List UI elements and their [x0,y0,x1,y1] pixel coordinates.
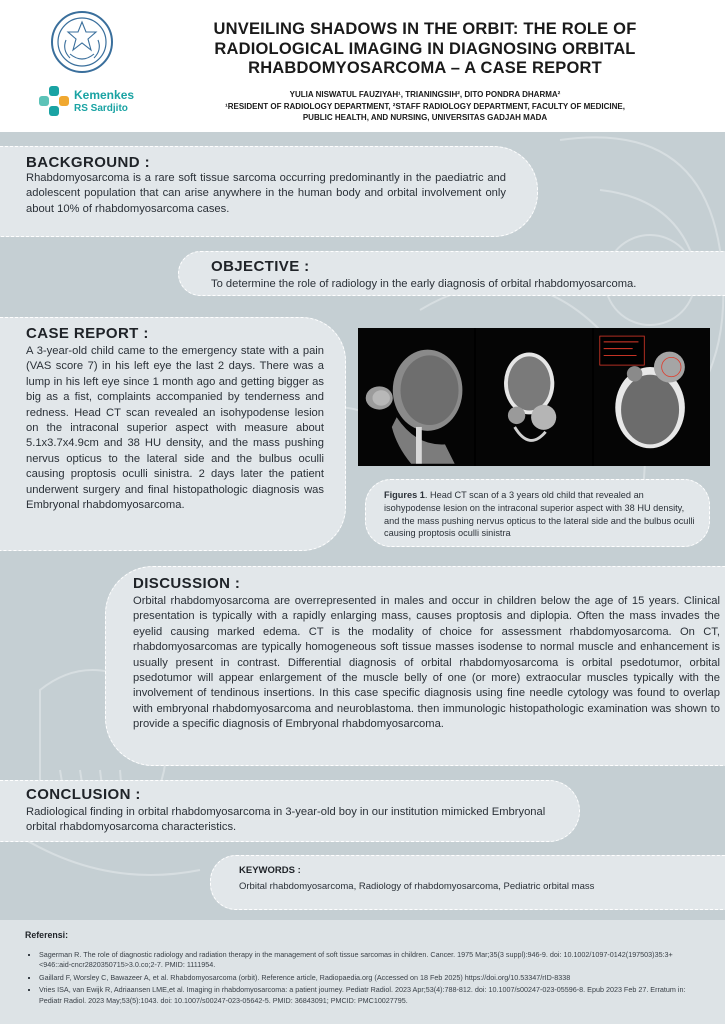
authors-line: YULIA NISWATUL FAUZIYAH¹, TRIANINGSIH², DITO PONDRA DHARMA² [289,90,561,99]
keywords-section [210,855,725,910]
ct-image-sagittal [358,328,474,466]
background-heading: BACKGROUND : [26,154,150,171]
figure-caption-text: . Head CT scan of a 3 years old child that revealed an isohypodense lesion on the intraconal superior aspect with 38 HU density, and the mass pushing nervus opticus to the lateral side and the bulbus oculli causing proptosis oculli sinistra [384,490,695,539]
rs-sardjito-name: RS Sardjito [74,103,128,114]
kemenkes-logo [38,85,158,119]
case-report-heading: CASE REPORT : [26,325,149,342]
poster-header [0,0,725,132]
ct-image-axial [594,328,710,466]
references-section [0,920,725,1024]
conclusion-text: Radiological finding in orbital rhabdomyosarcoma in 3-year-old boy in our institution mimicked Embryonal orbital rhabdomyosarcoma characteristics. [26,806,546,834]
ct-image-coronal [476,328,592,466]
case-report-text: A 3-year-old child came to the emergency state with a pain (VAS score 7) in his left eye the last 2 days. There was a lump in his left eye since 1 month ago and getting bigger as big as a fist, complaints accompanied by tenderness and redness. Head CT scan revealed an isohypodense lesion on the intraconal superior aspect with measure about 5.1x3.7x4.9cm and 38 HU density, and the mass pushing nervus opticus to the lateral side and the bulbus oculli causing proptosis oculli sinistra. 2 days later the patient underwent surgery and final histopathologic diagnosis was Embryonal rhabdomyosarcoma. [26,345,324,512]
reference-item: ▪ Vries ISA, van Ewijk R, Adriaansen LME,et al. Imaging in rhabdomyosarcoma: a patient journey. Pediatr Radiol. 2023 Apr;53(4):788-812. doi: 10.1007/s00247-023-05596-8. Epub 2023 Feb 27. Erratum in: Pediatr Radiol. 2023 May;53(5):1043. doi: 10.1007/s00247-023-05642-5. PMID: 36843091; PMCID: PMC10027795. [39,985,703,1006]
case-report-section [0,317,346,551]
conclusion-heading: CONCLUSION : [26,786,141,803]
objective-section [178,251,725,296]
objective-text: To determine the role of radiology in the early diagnosis of orbital rhabdomyosarcoma. [211,278,637,290]
conclusion-section [0,780,580,842]
reference-item: ▪ Gaillard F, Worsley C, Bawazeer A, et al. Rhabdomyosarcoma (orbit). Reference article, Radiopaedia.org (Accessed on 18 Feb 2025) https://doi.org/10.53347/rID-8338 [39,973,703,983]
kemenkes-name: Kemenkes [74,88,135,102]
figure-caption [384,489,696,540]
references-heading: Referensi: [25,930,69,940]
discussion-section [105,566,725,766]
affiliation-line-1: ¹RESIDENT OF RADIOLOGY DEPARTMENT, ²STAFF RADIOLOGY DEPARTMENT, FACULTY OF MEDICINE, [225,101,625,111]
author-block [190,89,660,124]
ugm-seal-logo [50,10,114,74]
background-text: Rhabdomyosarcoma is a rare soft tissue sarcoma occurring predominantly in the paediatric and adolescent population that can arise anywhere in the human body and orbital involvement only about 10% of rhabdomyosarcoma cases. [26,172,506,215]
affiliation-line-2: PUBLIC HEALTH, AND NURSING, UNIVERSITAS GADJAH MADA [302,113,548,122]
keywords-text: Orbital rhabdomyosarcoma, Radiology of rhabdomyosarcoma, Pediatric orbital mass [239,881,595,892]
kemenkes-mark-icon [38,85,70,117]
objective-heading: OBJECTIVE : [211,258,310,275]
keywords-heading: KEYWORDS : [239,865,301,876]
figure-caption-box [365,479,710,547]
discussion-heading: DISCUSSION : [133,575,241,592]
reference-item: ▪ Sagerman R. The role of diagnostic radiology and radiation therapy in the management of soft tissue sarcomas in children. Cancer. 1975 Mar;35(3 suppl):946-9. doi: 10.1002/1097-0142(197503)35:3+<946::aid-cncr2820350715>3.0.co;2-7. PMID: 1111954. [39,950,703,971]
discussion-text: Orbital rhabdomyosarcoma are overrepresented in males and occur in children below the age of 15 years. Clinical presentation is typically with a rapidly enlarging mass, causes proptosis and diplopia. Often the mass invades the eyelid causing marked edema. CT is the modality of choice for assessment rhabdomyosarcoma. On CT, rhabdomyosarcomas are typically homogeneous soft tissue masses isodense to normal muscle and enhancement is usually present in contrast. Differential diagnosis of orbital rhabdomyosarcoma is orbital psedotumor, orbital psedotumor will appear enlargement of the muscle belly of one (or more) extraocular muscles typically with the involvement of tendinous insertions. In this case specific diagnosis using fine needle cytology was found to overlap with embryonal rhabdomyosarcoma and neuroblastoma. then immunologic histopathologic examination was shown to provide a specific diagnosis of Embryonal rhabdomyosarcoma. [133,595,720,731]
figure-label: Figures 1 [384,490,425,500]
poster-title: UNVEILING SHADOWS IN THE ORBIT: THE ROLE OF RADIOLOGICAL IMAGING IN DIAGNOSING ORBITAL RHABDOMYOSARCOMA – A CASE REPORT [213,20,637,77]
references-list [39,950,703,1006]
background-section [0,146,538,237]
ct-figure [358,328,710,466]
